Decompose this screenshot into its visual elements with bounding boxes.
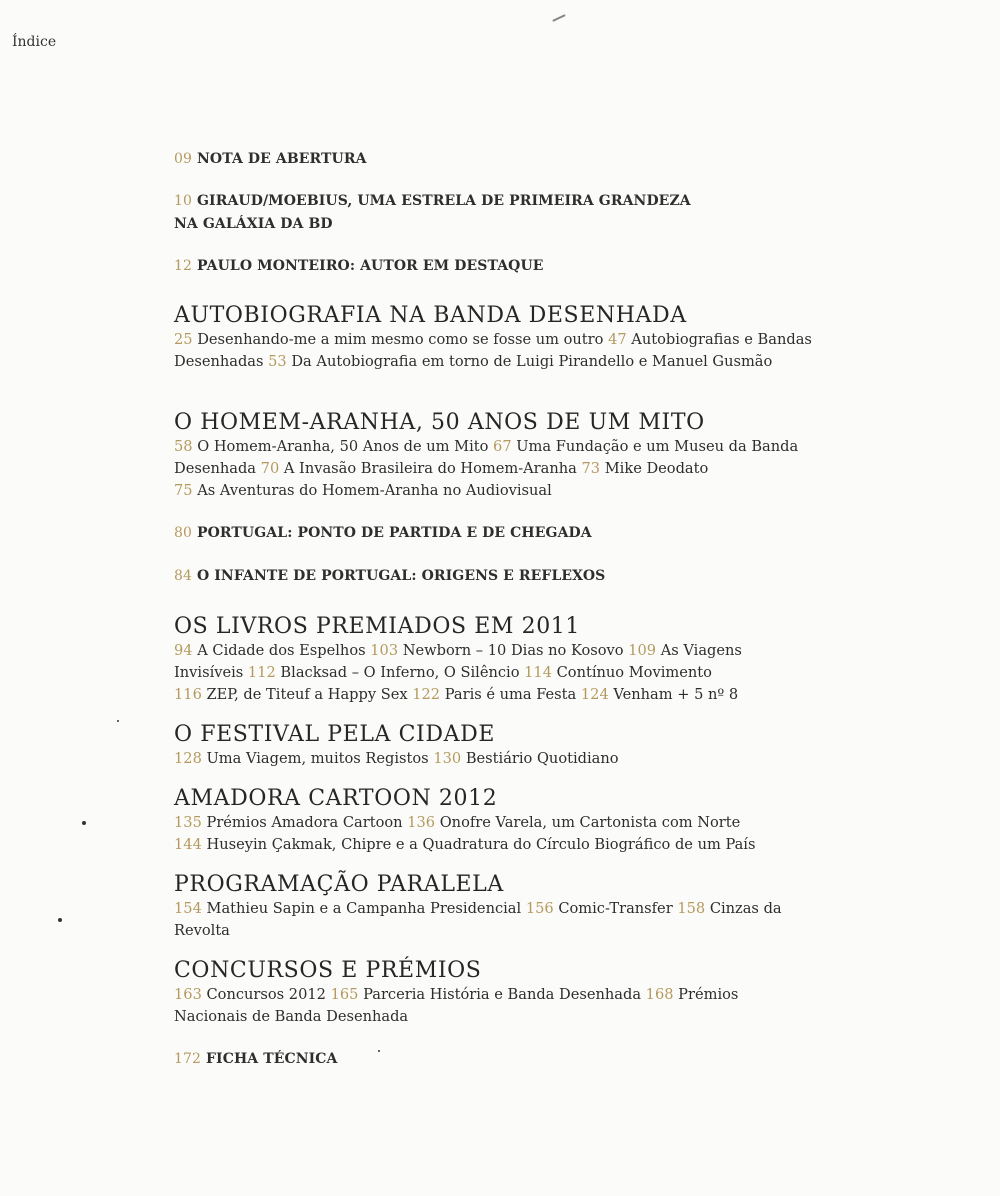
entry-page: 114 [524, 664, 552, 681]
entry-title: Prémios Amadora Cartoon [206, 814, 403, 831]
scan-speck [117, 720, 119, 722]
entry-page: 163 [174, 986, 202, 1003]
entry-page: 144 [174, 836, 202, 853]
section-livros [174, 614, 814, 706]
page-number: 80 [174, 525, 193, 541]
entry-page: 25 [174, 331, 193, 348]
entry-title: Cinzas da Revolta [174, 900, 782, 939]
entry-title: O Homem-Aranha, 50 Anos de um Mito [197, 438, 489, 455]
entry-title: Contínuo Movimento [556, 664, 712, 681]
entry-page: 67 [493, 438, 512, 455]
entry-title: A Invasão Brasileira do Homem-Aranha [283, 460, 577, 477]
page-number: 84 [174, 568, 193, 584]
page-number: 12 [174, 258, 193, 274]
item-label: PORTUGAL: PONTO DE PARTIDA E DE CHEGADA [197, 525, 592, 541]
toc-item-giraud [174, 190, 814, 236]
section-festival [174, 722, 814, 770]
entry-page: 135 [174, 814, 202, 831]
entry-title: Paris é uma Festa [444, 686, 577, 703]
section-entries [174, 329, 814, 373]
item-label: FICHA TÉCNICA [206, 1051, 338, 1067]
entry-page: 112 [247, 664, 276, 681]
entry-page: 130 [433, 750, 462, 767]
toc-item-portugal [174, 522, 814, 545]
entry-page: 128 [174, 750, 202, 767]
entry-page: 70 [260, 460, 280, 477]
page-number: 10 [174, 193, 193, 209]
entry-title: As Viagens Invisíveis [174, 642, 742, 681]
item-label-line1: GIRAUD/MOEBIUS, UMA ESTRELA DE PRIMEIRA GRANDEZA [197, 193, 691, 209]
entry-page: 75 [174, 482, 193, 499]
scan-speck [552, 14, 566, 22]
section-programacao [174, 872, 814, 942]
entry-title: A Cidade dos Espelhos [197, 642, 366, 659]
entry-title: As Aventuras do Homem-Aranha no Audiovisual [197, 482, 552, 499]
entry-page: 124 [580, 686, 609, 703]
entry-page: 168 [645, 986, 674, 1003]
entry-title: Blacksad – O Inferno, O Silêncio [280, 664, 520, 681]
section-title: O FESTIVAL PELA CIDADE [174, 722, 495, 747]
scan-speck [82, 821, 86, 825]
entry-title: Comic-Transfer [558, 900, 673, 917]
entry-title: Onofre Varela, um Cartonista com Norte [439, 814, 741, 831]
entry-title: Autobiografias e Bandas Desenhadas [174, 331, 812, 370]
entry-title: Concursos 2012 [206, 986, 326, 1003]
entry-page: 53 [268, 353, 287, 370]
section-title: AMADORA CARTOON 2012 [174, 786, 498, 811]
section-title: O HOMEM-ARANHA, 50 ANOS DE UM MITO [174, 410, 705, 435]
entry-title: Mathieu Sapin e a Campanha Presidencial [206, 900, 522, 917]
entry-title: Venham + 5 nº 8 [613, 686, 739, 703]
entry-title: Desenhando-me a mim mesmo como se fosse um outro [197, 331, 604, 348]
entry-title: Da Autobiografia em torno de Luigi Pirandello e Manuel Gusmão [291, 353, 773, 370]
section-homem-aranha [174, 410, 814, 502]
entry-title: Bestiário Quotidiano [465, 750, 619, 767]
scan-speck [378, 1050, 380, 1052]
section-title: CONCURSOS E PRÉMIOS [174, 958, 482, 983]
entry-title: Uma Viagem, muitos Registos [206, 750, 429, 767]
item-label: NOTA DE ABERTURA [197, 151, 367, 167]
entry-page: 58 [174, 438, 193, 455]
section-title: OS LIVROS PREMIADOS EM 2011 [174, 614, 580, 639]
section-entries [174, 748, 814, 770]
entry-page: 109 [628, 642, 657, 659]
section-entries [174, 436, 814, 502]
entry-title: Newborn – 10 Dias no Kosovo [402, 642, 624, 659]
section-entries [174, 984, 814, 1028]
entry-page: 116 [174, 686, 202, 703]
section-amadora [174, 786, 814, 856]
scan-speck [58, 918, 62, 922]
toc-item-nota [174, 148, 814, 171]
item-label: O INFANTE DE PORTUGAL: ORIGENS E REFLEXOS [197, 568, 606, 584]
entry-title: Prémios Nacionais de Banda Desenhada [174, 986, 739, 1025]
entry-page: 73 [581, 460, 601, 477]
section-title: AUTOBIOGRAFIA NA BANDA DESENHADA [174, 303, 687, 328]
entry-title: ZEP, de Titeuf a Happy Sex [206, 686, 408, 703]
section-entries [174, 812, 814, 856]
section-autobiografia [174, 303, 814, 373]
section-entries [174, 640, 814, 706]
item-label: PAULO MONTEIRO: AUTOR EM DESTAQUE [197, 258, 544, 274]
page-number: 09 [174, 151, 193, 167]
entry-page: 122 [412, 686, 441, 703]
entry-title: Parceria História e Banda Desenhada [363, 986, 642, 1003]
entry-page: 154 [174, 900, 202, 917]
entry-page: 158 [677, 900, 706, 917]
section-entries [174, 898, 814, 942]
entry-page: 103 [370, 642, 399, 659]
entry-page: 165 [330, 986, 359, 1003]
entry-page: 47 [608, 331, 627, 348]
entry-page: 156 [525, 900, 554, 917]
page-number: 172 [174, 1051, 202, 1067]
entry-title: Huseyin Çakmak, Chipre e a Quadratura do Círculo Biográfico de um País [206, 836, 756, 853]
entry-title: Mike Deodato [604, 460, 709, 477]
page-title: Índice [12, 34, 57, 50]
entry-title: Uma Fundação e um Museu da Banda Desenhada [174, 438, 799, 477]
section-concursos [174, 958, 814, 1028]
toc-item-paulo [174, 255, 814, 278]
section-title: PROGRAMAÇÃO PARALELA [174, 872, 504, 897]
entry-page: 94 [174, 642, 193, 659]
toc-item-infante [174, 565, 814, 588]
toc-item-ficha [174, 1048, 814, 1071]
entry-page: 136 [407, 814, 436, 831]
item-label-line2: NA GALÁXIA DA BD [174, 216, 333, 232]
